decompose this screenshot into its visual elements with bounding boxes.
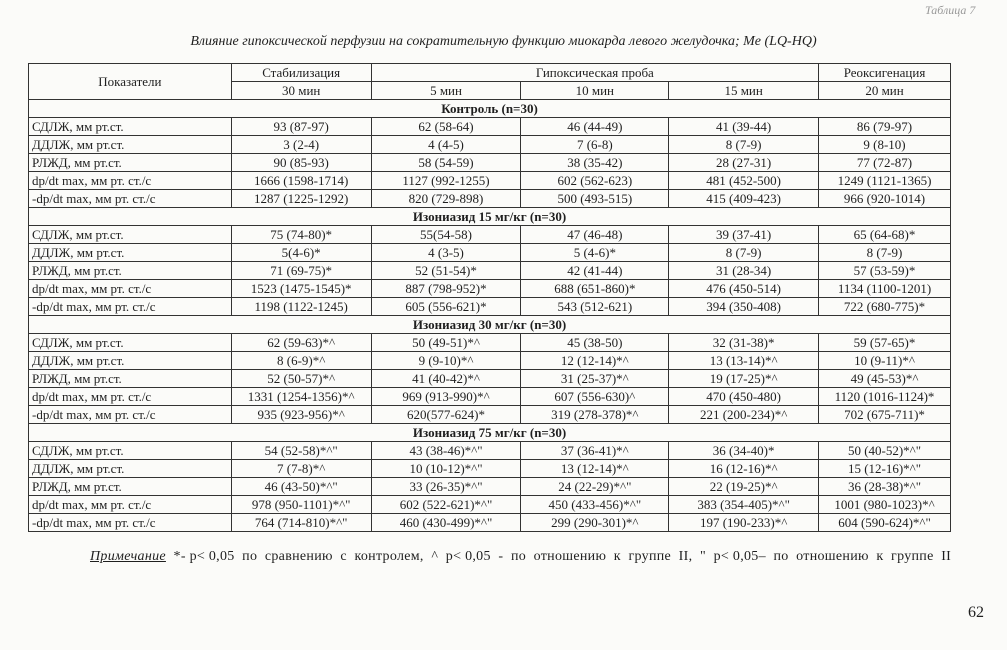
table-cell: 45 (38-50): [521, 334, 669, 352]
table-cell: 32 (31-38)*: [669, 334, 819, 352]
table-cell: 75 (74-80)*: [231, 226, 371, 244]
row-label: РЛЖД, мм рт.ст.: [29, 154, 232, 172]
row-label: РЛЖД, мм рт.ст.: [29, 262, 232, 280]
row-label: -dp/dt max, мм рт. ст./с: [29, 406, 232, 424]
results-table: [28, 63, 951, 532]
row-label: dp/dt max, мм рт. ст./с: [29, 388, 232, 406]
table-cell: 383 (354-405)*^": [669, 496, 819, 514]
table-cell: 62 (59-63)*^: [231, 334, 371, 352]
table-cell: 1666 (1598-1714): [231, 172, 371, 190]
header-hypoxic-test: Гипоксическая проба: [371, 64, 818, 82]
table-cell: 722 (680-775)*: [819, 298, 951, 316]
table-cell: 19 (17-25)*^: [669, 370, 819, 388]
table-cell: 39 (37-41): [669, 226, 819, 244]
table-cell: 319 (278-378)*^: [521, 406, 669, 424]
table-cell: 59 (57-65)*: [819, 334, 951, 352]
table-note: [90, 549, 951, 565]
table-cell: 65 (64-68)*: [819, 226, 951, 244]
table-cell: 7 (6-8): [521, 136, 669, 154]
table-row: [29, 262, 951, 280]
table-cell: 607 (556-630)^: [521, 388, 669, 406]
table-row: [29, 478, 951, 496]
table-cell: 52 (50-57)*^: [231, 370, 371, 388]
header-hypoxia-15min: 15 мин: [669, 82, 819, 100]
table-cell: 470 (450-480): [669, 388, 819, 406]
table-cell: 394 (350-408): [669, 298, 819, 316]
table-cell: 49 (45-53)*^: [819, 370, 951, 388]
table-cell: 12 (12-14)*^: [521, 352, 669, 370]
table-cell: 978 (950-1101)*^": [231, 496, 371, 514]
table-cell: 93 (87-97): [231, 118, 371, 136]
table-row: [29, 496, 951, 514]
table-cell: 31 (25-37)*^: [521, 370, 669, 388]
table-row: [29, 136, 951, 154]
group-title: Контроль (n=30): [29, 100, 951, 118]
table-cell: 22 (19-25)*^: [669, 478, 819, 496]
group-header-row: [29, 208, 951, 226]
table-cell: 62 (58-64): [371, 118, 521, 136]
group-header-row: [29, 424, 951, 442]
table-cell: 415 (409-423): [669, 190, 819, 208]
table-row: [29, 514, 951, 532]
table-cell: 54 (52-58)*^": [231, 442, 371, 460]
table-cell: 481 (452-500): [669, 172, 819, 190]
table-cell: 604 (590-624)*^": [819, 514, 951, 532]
table-row: [29, 154, 951, 172]
row-label: -dp/dt max, мм рт. ст./с: [29, 514, 232, 532]
table-cell: 476 (450-514): [669, 280, 819, 298]
table-cell: 33 (26-35)*^": [371, 478, 521, 496]
table-row: [29, 244, 951, 262]
table-cell: 71 (69-75)*: [231, 262, 371, 280]
table-cell: 58 (54-59): [371, 154, 521, 172]
table-cell: 602 (522-621)*^": [371, 496, 521, 514]
table-cell: 9 (9-10)*^: [371, 352, 521, 370]
row-label: РЛЖД, мм рт.ст.: [29, 478, 232, 496]
table-cell: 86 (79-97): [819, 118, 951, 136]
row-label: ДДЛЖ, мм рт.ст.: [29, 352, 232, 370]
table-cell: 37 (36-41)*^: [521, 442, 669, 460]
table-cell: 24 (22-29)*^": [521, 478, 669, 496]
page-number: 62: [968, 604, 984, 621]
table-row: [29, 334, 951, 352]
table-cell: 36 (34-40)*: [669, 442, 819, 460]
row-label: dp/dt max, мм рт. ст./с: [29, 496, 232, 514]
table-cell: 450 (433-456)*^": [521, 496, 669, 514]
table-cell: 969 (913-990)*^: [371, 388, 521, 406]
table-cell: 500 (493-515): [521, 190, 669, 208]
table-row: [29, 406, 951, 424]
table-cell: 77 (72-87): [819, 154, 951, 172]
row-label: СДЛЖ, мм рт.ст.: [29, 118, 232, 136]
table-cell: 41 (40-42)*^: [371, 370, 521, 388]
header-stabilization-time: 30 мин: [231, 82, 371, 100]
table-cell: 9 (8-10): [819, 136, 951, 154]
table-cell: 50 (49-51)*^: [371, 334, 521, 352]
table-cell: 935 (923-956)*^: [231, 406, 371, 424]
row-label: ДДЛЖ, мм рт.ст.: [29, 460, 232, 478]
table-cell: 13 (12-14)*^: [521, 460, 669, 478]
table-cell: 10 (10-12)*^": [371, 460, 521, 478]
row-label: СДЛЖ, мм рт.ст.: [29, 226, 232, 244]
table-cell: 41 (39-44): [669, 118, 819, 136]
table-row: [29, 280, 951, 298]
row-label: dp/dt max, мм рт. ст./с: [29, 280, 232, 298]
table-cell: 221 (200-234)*^: [669, 406, 819, 424]
table-row: [29, 226, 951, 244]
group-header-row: [29, 316, 951, 334]
group-title: Изониазид 15 мг/кг (n=30): [29, 208, 951, 226]
table-caption: Влияние гипоксической перфузии на сократительную функцию миокарда левого желудочка; Me (LQ-HQ): [190, 34, 817, 49]
table-cell: 3 (2-4): [231, 136, 371, 154]
table-cell: 46 (44-49): [521, 118, 669, 136]
table-row: [29, 388, 951, 406]
table-row: [29, 298, 951, 316]
table-cell: 1120 (1016-1124)*: [819, 388, 951, 406]
table-cell: 46 (43-50)*^": [231, 478, 371, 496]
table-cell: 1127 (992-1255): [371, 172, 521, 190]
table-cell: 299 (290-301)*^: [521, 514, 669, 532]
table-cell: 5(4-6)*: [231, 244, 371, 262]
row-label: СДЛЖ, мм рт.ст.: [29, 334, 232, 352]
table-cell: 52 (51-54)*: [371, 262, 521, 280]
table-number-label: Таблица 7: [925, 3, 976, 17]
table-cell: 460 (430-499)*^": [371, 514, 521, 532]
table-cell: 8 (6-9)*^: [231, 352, 371, 370]
row-label: СДЛЖ, мм рт.ст.: [29, 442, 232, 460]
table-cell: 1198 (1122-1245): [231, 298, 371, 316]
row-label: РЛЖД, мм рт.ст.: [29, 370, 232, 388]
table-cell: 5 (4-6)*: [521, 244, 669, 262]
table-cell: 605 (556-621)*: [371, 298, 521, 316]
table-row: [29, 370, 951, 388]
header-indicator: Показатели: [29, 64, 232, 100]
header-hypoxia-10min: 10 мин: [521, 82, 669, 100]
note-label: Примечание: [90, 549, 166, 564]
table-cell: 47 (46-48): [521, 226, 669, 244]
table-cell: 702 (675-711)*: [819, 406, 951, 424]
table-cell: 4 (4-5): [371, 136, 521, 154]
table-cell: 1001 (980-1023)*^: [819, 496, 951, 514]
table-row: [29, 190, 951, 208]
table-cell: 36 (28-38)*^": [819, 478, 951, 496]
table-cell: 1523 (1475-1545)*: [231, 280, 371, 298]
row-label: ДДЛЖ, мм рт.ст.: [29, 244, 232, 262]
note-text: *- p< 0,05 по сравнению с контролем, ^ p< 0,05 - по отношению к группе II, " p< 0,05– по отношению к группе II: [165, 549, 952, 564]
table-cell: 57 (53-59)*: [819, 262, 951, 280]
table-cell: 16 (12-16)*^: [669, 460, 819, 478]
table-cell: 13 (13-14)*^: [669, 352, 819, 370]
table-cell: 620(577-624)*: [371, 406, 521, 424]
table-cell: 8 (7-9): [669, 244, 819, 262]
header-stabilization: Стабилизация: [231, 64, 371, 82]
table-cell: 1331 (1254-1356)*^: [231, 388, 371, 406]
table-cell: 887 (798-952)*: [371, 280, 521, 298]
table-cell: 820 (729-898): [371, 190, 521, 208]
table-cell: 602 (562-623): [521, 172, 669, 190]
table-cell: 543 (512-621): [521, 298, 669, 316]
row-label: dp/dt max, мм рт. ст./с: [29, 172, 232, 190]
table-cell: 7 (7-8)*^: [231, 460, 371, 478]
table-cell: 8 (7-9): [669, 136, 819, 154]
header-hypoxia-5min: 5 мин: [371, 82, 521, 100]
header-reoxygenation-time: 20 мин: [819, 82, 951, 100]
table-row: [29, 352, 951, 370]
table-cell: 197 (190-233)*^: [669, 514, 819, 532]
table-cell: 90 (85-93): [231, 154, 371, 172]
table-row: [29, 442, 951, 460]
group-header-row: [29, 100, 951, 118]
table-cell: 764 (714-810)*^": [231, 514, 371, 532]
table-cell: 688 (651-860)*: [521, 280, 669, 298]
group-title: Изониазид 75 мг/кг (n=30): [29, 424, 951, 442]
table-cell: 43 (38-46)*^": [371, 442, 521, 460]
row-label: -dp/dt max, мм рт. ст./с: [29, 190, 232, 208]
table-cell: 28 (27-31): [669, 154, 819, 172]
table-cell: 50 (40-52)*^": [819, 442, 951, 460]
table-cell: 38 (35-42): [521, 154, 669, 172]
table-row: [29, 460, 951, 478]
table-cell: 55(54-58): [371, 226, 521, 244]
table-row: [29, 118, 951, 136]
table-cell: 15 (12-16)*^": [819, 460, 951, 478]
row-label: -dp/dt max, мм рт. ст./с: [29, 298, 232, 316]
table-cell: 1287 (1225-1292): [231, 190, 371, 208]
table-cell: 966 (920-1014): [819, 190, 951, 208]
row-label: ДДЛЖ, мм рт.ст.: [29, 136, 232, 154]
table-cell: 10 (9-11)*^: [819, 352, 951, 370]
table-cell: 1249 (1121-1365): [819, 172, 951, 190]
table-cell: 31 (28-34): [669, 262, 819, 280]
table-cell: 1134 (1100-1201): [819, 280, 951, 298]
table-cell: 4 (3-5): [371, 244, 521, 262]
header-reoxygenation: Реоксигенация: [819, 64, 951, 82]
table-cell: 8 (7-9): [819, 244, 951, 262]
table-row: [29, 172, 951, 190]
table-cell: 42 (41-44): [521, 262, 669, 280]
group-title: Изониазид 30 мг/кг (n=30): [29, 316, 951, 334]
